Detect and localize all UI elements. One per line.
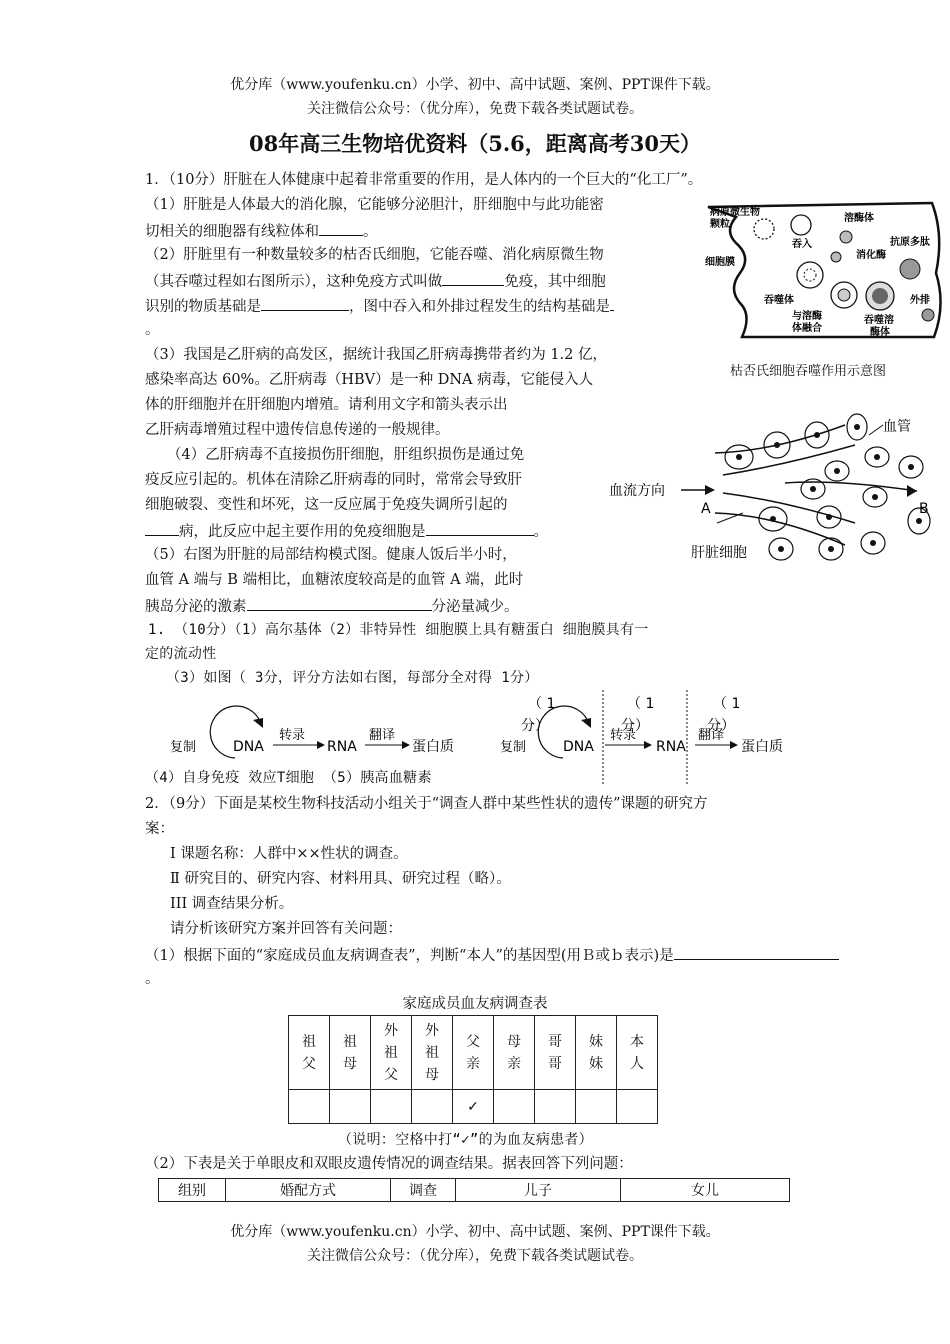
family-header-cell bbox=[330, 1016, 371, 1090]
label-enzyme: 消化酶 bbox=[856, 250, 886, 261]
flow2-replicate-label: 复制 bbox=[500, 740, 527, 755]
mark-cell bbox=[412, 1090, 453, 1124]
label-exocytosis: 外排 bbox=[910, 295, 930, 306]
score-3-open: （ 1 bbox=[713, 696, 741, 712]
score-2-close: 分） bbox=[621, 718, 649, 734]
q1-p2-blank-1[interactable] bbox=[442, 268, 504, 286]
header-maternal-grandmother: 外祖母 bbox=[425, 1022, 439, 1083]
label-phagolysosome-2: 酶体 bbox=[870, 327, 890, 338]
header-line-2: 关注微信公众号：（优分库），免费下载各类试题试卷。 bbox=[307, 101, 643, 117]
label-phagosome: 吞噬体 bbox=[764, 295, 794, 306]
cell-nucleus bbox=[916, 518, 922, 524]
q1-p2-line-c bbox=[145, 293, 614, 320]
exocytosis-vesicle bbox=[922, 309, 934, 321]
q1-p5-text-2: 分泌量减少。 bbox=[431, 599, 519, 615]
label-lysosome: 溶酶体 bbox=[844, 213, 874, 224]
cell-nucleus bbox=[810, 486, 816, 492]
label-liver-cell: 肝脏细胞 bbox=[691, 545, 747, 561]
q1-p3-line-d: 乙肝病毒增殖过程中遗传信息传递的一般规律。 bbox=[145, 422, 450, 438]
header-self: 本人 bbox=[630, 1033, 644, 1072]
q1-p5-line-a: （5）右图为肝脏的局部结构模式图。健康人饭后半小时， bbox=[145, 547, 517, 563]
q1-p2-line-a: （2）肝脏里有一种数量较多的枯否氏细胞，它能吞噬、消化病原微生物 bbox=[145, 247, 604, 263]
q1-p4-text: 病，此反应中起主要作用的免疫细胞是 bbox=[179, 524, 426, 540]
q2-item-1: Ⅰ 课题名称：人群中××性状的调查。 bbox=[170, 846, 408, 862]
eyelid-header-group: 组别 bbox=[159, 1179, 226, 1202]
q1-p4-line-b: 疫反应引起的。机体在清除乙肝病毒的同时，常常会导致肝 bbox=[145, 472, 522, 488]
antigen-vesicle bbox=[900, 259, 920, 279]
family-header-cell bbox=[535, 1016, 576, 1090]
eyelid-header-survey: 调查 bbox=[391, 1179, 456, 1202]
q1-p1-line-a: （1）肝脏是人体最大的消化腺，它能够分泌胆汁，肝细胞中与此功能密 bbox=[145, 197, 604, 213]
eyelid-header-daughter: 女儿 bbox=[621, 1179, 790, 1202]
cell-nucleus bbox=[770, 516, 776, 522]
mark-cell bbox=[617, 1090, 658, 1124]
header-grandmother: 祖母 bbox=[343, 1033, 357, 1072]
flow1-dna: DNA bbox=[233, 739, 264, 755]
cell-nucleus bbox=[872, 494, 878, 500]
family-header-cell bbox=[576, 1016, 617, 1090]
label-ingest: 吞入 bbox=[792, 239, 812, 250]
q2-sub1-end: 。 bbox=[145, 971, 160, 987]
mark-cell bbox=[535, 1090, 576, 1124]
label-pathogen-1: 病原微生物 bbox=[710, 207, 760, 218]
q2-sub1-blank[interactable] bbox=[674, 942, 839, 960]
q1-p4-end: 。 bbox=[533, 524, 548, 540]
mark-cell bbox=[371, 1090, 412, 1124]
q1-p4-blank-2[interactable] bbox=[426, 518, 534, 536]
label-antigen: 抗原多肽 bbox=[890, 237, 930, 248]
cell-nucleus bbox=[870, 540, 876, 546]
vessel-wall-inner bbox=[723, 445, 855, 523]
score-2-open: （ 1 bbox=[627, 696, 655, 712]
flow2-transcribe-arrowhead bbox=[644, 741, 652, 749]
phagosome bbox=[797, 262, 823, 288]
family-table-header-row bbox=[289, 1016, 658, 1090]
header-line-1: 优分库（www.youfenku.cn）小学、初中、高中试题、案例、PPT课件下载。 bbox=[230, 77, 720, 93]
footer-line-1: 优分库（www.youfenku.cn）小学、初中、高中试题、案例、PPT课件下载。 bbox=[230, 1224, 720, 1240]
q1-intro: 1．（10分）肝脏在人体健康中起着非常重要的作用，是人体内的一个巨大的“化工厂”。 bbox=[145, 172, 703, 188]
flow1-replicate-label: 复制 bbox=[170, 740, 197, 755]
replication-arrowhead-1 bbox=[253, 718, 263, 728]
header-mother: 母亲 bbox=[507, 1033, 521, 1072]
family-header-cell bbox=[289, 1016, 330, 1090]
flow-arrowhead-b bbox=[907, 485, 917, 497]
cell-nucleus bbox=[774, 442, 780, 448]
q1-p1-line-b bbox=[145, 218, 378, 245]
flow2-translate-arrowhead bbox=[730, 741, 738, 749]
label-end-b: B bbox=[919, 501, 929, 517]
q1-p2-blank-3[interactable] bbox=[610, 293, 614, 311]
q1-p3-line-a: （3）我国是乙肝病的高发区，据统计我国乙肝病毒携带者约为 1.2 亿， bbox=[145, 347, 608, 363]
q1-p2-line-b bbox=[145, 268, 606, 295]
flow2-rna: RNA bbox=[656, 739, 686, 755]
label-fuse-1: 与溶酶 bbox=[792, 311, 822, 322]
answer-line-3: （3）如图（ 3分，评分方法如右图，每部分全对得 1分） bbox=[166, 670, 539, 686]
mark-cell bbox=[576, 1090, 617, 1124]
q1-p1-text: 切相关的细胞器有线粒体和 bbox=[145, 224, 319, 240]
score-3-close: 分） bbox=[707, 718, 735, 734]
cell-nucleus bbox=[834, 468, 840, 474]
mark-cell bbox=[289, 1090, 330, 1124]
eyelid-table bbox=[158, 1178, 790, 1202]
label-flow-direction: 血流方向 bbox=[609, 483, 665, 499]
header-father: 父亲 bbox=[466, 1033, 480, 1072]
flow1-rna: RNA bbox=[327, 739, 357, 755]
phagocytosis-figure bbox=[700, 195, 945, 345]
q1-p1-blank[interactable] bbox=[319, 218, 363, 236]
q2-sub2: （2）下表是关于单眼皮和双眼皮遗传情况的调查结果。据表回答下列问题： bbox=[145, 1156, 633, 1172]
q1-p5-text-1: 胰岛分泌的激素 bbox=[145, 599, 247, 615]
mark-cell bbox=[330, 1090, 371, 1124]
phagolysosome-core bbox=[872, 288, 888, 304]
cell-nucleus bbox=[854, 424, 860, 430]
pathogen-particle bbox=[754, 219, 774, 239]
eyelid-table-header-row bbox=[159, 1179, 790, 1202]
q2-item-4: 请分析该研究方案并回答有关问题： bbox=[170, 921, 402, 937]
label-pathogen-2: 颗粒 bbox=[710, 219, 730, 230]
ingesting-particle bbox=[791, 215, 811, 235]
q1-p4-line-c: 细胞破裂、变性和坏死，这一反应属于免疫失调所引起的 bbox=[145, 497, 508, 513]
q1-p2-text-2: 免疫，其中细胞 bbox=[504, 274, 606, 290]
family-header-cell bbox=[617, 1016, 658, 1090]
page-title: 08年高三生物培优资料（5.6，距离高考30天） bbox=[249, 131, 701, 156]
q1-p5-line-b: 血管 A 端与 B 端相比，血糖浓度较高是的血管 A 端，此时 bbox=[145, 572, 524, 588]
label-phagolysosome-1: 吞噬溶 bbox=[864, 315, 894, 326]
vessel-center-line bbox=[785, 482, 917, 491]
q1-p2-blank-2[interactable] bbox=[261, 293, 349, 311]
header-grandfather: 祖父 bbox=[302, 1033, 316, 1072]
label-vessel: 血管 bbox=[883, 419, 911, 435]
q2-item-3: III 调查结果分析。 bbox=[170, 896, 294, 912]
figure1-caption: 枯否氏细胞吞噬作用示意图 bbox=[730, 364, 887, 379]
score-1-close: 分） bbox=[521, 718, 549, 734]
lysosome-2 bbox=[831, 252, 841, 262]
header-brother: 哥哥 bbox=[548, 1033, 562, 1072]
vessel-label-leader bbox=[869, 425, 883, 435]
replication-arrowhead-2 bbox=[581, 718, 591, 728]
answer-line-2: 定的流动性 bbox=[145, 646, 217, 662]
flow1-translate-arrowhead bbox=[402, 741, 410, 749]
mark-cell bbox=[494, 1090, 535, 1124]
cell-nucleus bbox=[778, 546, 784, 552]
header-maternal-grandfather: 外祖父 bbox=[384, 1022, 398, 1083]
q1-p4-line-a: （4）乙肝病毒不直接损伤肝细胞，肝组织损伤是通过免 bbox=[167, 447, 525, 463]
q2-intro-a: 2．（9分）下面是某校生物科技活动小组关于“调查人群中某些性状的遗传”课题的研究方 bbox=[145, 796, 708, 812]
family-header-cell bbox=[494, 1016, 535, 1090]
family-header-cell bbox=[412, 1016, 453, 1090]
family-table-title: 家庭成员血友病调查表 bbox=[402, 996, 548, 1012]
q1-p2-text-4: ，图中吞入和外排过程发生的结构基础是 bbox=[349, 299, 610, 315]
q1-p2-text-3: 识别的物质基础是 bbox=[145, 299, 261, 315]
flow1-transcribe-label: 转录 bbox=[279, 728, 306, 743]
cell-nucleus bbox=[874, 454, 880, 460]
label-end-a: A bbox=[701, 501, 711, 517]
flow2-dna: DNA bbox=[563, 739, 594, 755]
cell-nucleus bbox=[908, 464, 914, 470]
q1-p1-end: 。 bbox=[363, 224, 378, 240]
q1-p3-line-c: 体的肝细胞并在肝细胞内增殖。请利用文字和箭头表示出 bbox=[145, 397, 508, 413]
q1-p4-blank-1[interactable] bbox=[145, 518, 179, 536]
flow1-transcribe-arrowhead bbox=[317, 741, 325, 749]
eyelid-header-marriage: 婚配方式 bbox=[226, 1179, 391, 1202]
flow-arrowhead-a bbox=[705, 485, 715, 495]
answer-line-1: 1. （10分）（1）高尔基体（2）非特异性 细胞膜上具有糖蛋白 细胞膜具有一 bbox=[148, 622, 649, 638]
q1-p5-blank[interactable] bbox=[247, 593, 432, 611]
answer-line-4: （4）自身免疫 效应T细胞 （5）胰高血糖素 bbox=[145, 770, 432, 786]
label-membrane: 细胞膜 bbox=[705, 257, 735, 268]
mark-cell-father: ✓ bbox=[453, 1090, 494, 1124]
q1-p5-line-c bbox=[145, 593, 519, 620]
q1-p2-end: 。 bbox=[145, 322, 160, 338]
q2-intro-b: 案： bbox=[145, 821, 174, 837]
phagosome-core bbox=[804, 269, 816, 281]
cell-nucleus bbox=[826, 514, 832, 520]
family-table-mark-row bbox=[289, 1090, 658, 1124]
q2-item-2: Ⅱ 研究目的、研究内容、材料用具、研究过程（略）。 bbox=[170, 871, 511, 887]
family-table bbox=[288, 1015, 658, 1124]
flow2-protein: 蛋白质 bbox=[741, 739, 783, 755]
header-sister: 妹妹 bbox=[589, 1033, 603, 1072]
label-fuse-2: 体融合 bbox=[792, 323, 822, 334]
cell-nucleus bbox=[736, 454, 742, 460]
flow1-translate-label: 翻译 bbox=[369, 728, 396, 743]
score-1-open: （ 1 bbox=[528, 696, 556, 712]
q2-sub1 bbox=[145, 942, 839, 969]
family-header-cell bbox=[453, 1016, 494, 1090]
q2-sub1-text: （1）根据下面的“家庭成员血友病调查表”，判断“本人”的基因型(用Ｂ或ｂ表示)是 bbox=[145, 948, 674, 964]
fusing-core bbox=[838, 289, 850, 301]
cell-nucleus bbox=[814, 432, 820, 438]
q1-p3-line-b: 感染率高达 60%。乙肝病毒（HBV）是一种 DNA 病毒，它能侵入人 bbox=[145, 372, 594, 388]
cell-nucleus bbox=[828, 546, 834, 552]
q1-p4-line-d bbox=[145, 518, 548, 545]
liver-vessel-figure bbox=[605, 405, 945, 570]
flow2-transcribe-label: 转录 bbox=[610, 728, 637, 743]
q1-p2-text-1: （其吞噬过程如右图所示），这种免疫方式叫做 bbox=[145, 274, 443, 290]
footer-line-2: 关注微信公众号：（优分库），免费下载各类试题试卷。 bbox=[307, 1248, 643, 1264]
eyelid-header-son: 儿子 bbox=[456, 1179, 621, 1202]
flow1-protein: 蛋白质 bbox=[412, 739, 454, 755]
flow2-translate-label: 翻译 bbox=[698, 728, 725, 743]
family-table-note: （说明：空格中打“✓”的为血友病患者） bbox=[338, 1132, 593, 1148]
family-header-cell bbox=[371, 1016, 412, 1090]
lysosome-1 bbox=[840, 231, 852, 243]
